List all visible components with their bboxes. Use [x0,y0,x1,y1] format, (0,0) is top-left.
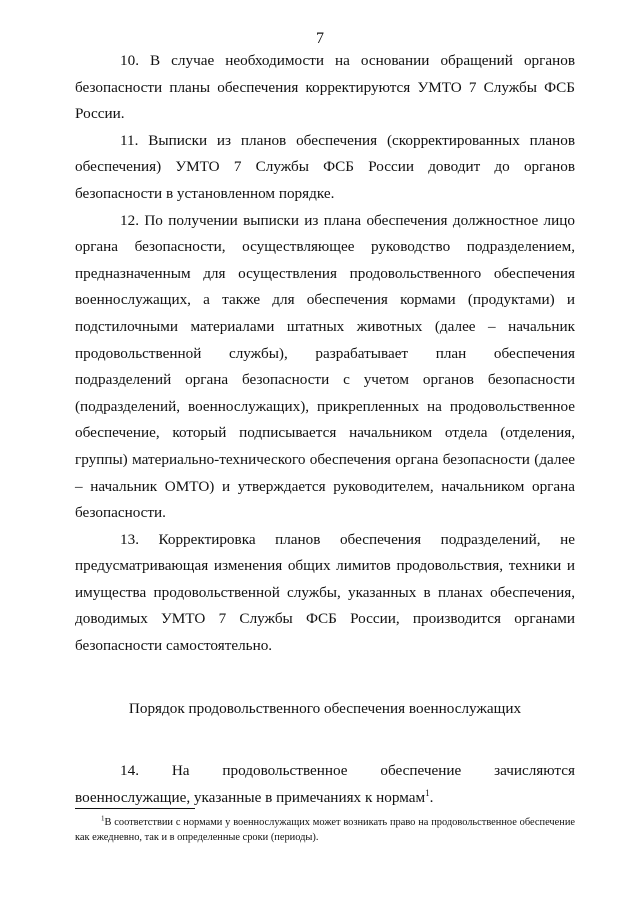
footnote-text: В соответствии с нормами у военнослужащих может возникать право на продовольственное обеспечение как ежедневно, так и в определенные сроки (периоды). [75,817,575,843]
footnote-reference[interactable]: 1 [425,787,430,798]
paragraph-13: 13. Корректировка планов обеспечения подразделений, не предусматривающая изменения общих лимитов продовольствия, техники и имущества продовольственной службы, указанных в планах обеспечения, доводимых УМТО 7 Службы ФСБ России, производится органами безопасности самостоятельно. [75,530,575,655]
paragraph-14-end: . [429,788,434,806]
footnote-marker: 1 [101,814,105,823]
paragraph-14-text: 14. На продовольственное обеспечение зачисляются военнослужащие, указанные в примечаниях к нормам [75,762,575,806]
document-body [75,48,575,811]
paragraph-12: 12. По получении выписки из плана обеспечения должностное лицо органа безопасности, осуществляющее руководство подразделением, предназначенным для осуществления продовольственного обеспечения военнослужащих, а также для обеспечения кормами (продуктами) и подстилочными материалами штатных животных (далее – начальник продовольственной службы), разрабатывает план обеспечения подразделений органа безопасности с учетом органов безопасности (подразделений, военнослужащих), прикрепленных на продовольственное обеспечение, который подписывается начальником отдела (отделения, группы) материально-технического обеспечения органа безопасности (далее – начальник ОМТО) и утверждается руководителем, начальником органа безопасности. [75,211,575,522]
paragraph-14 [75,758,575,811]
footnote-separator [75,808,195,809]
paragraph-10: 10. В случае необходимости на основании обращений органов безопасности планы обеспечения корректируются УМТО 7 Службы ФСБ России. [75,52,575,123]
paragraph-11: 11. Выписки из планов обеспечения (скорректированных планов обеспечения) УМТО 7 Службы ФСБ России доводит до органов безопасности в установленном порядке. [75,131,575,202]
footnote [75,815,575,845]
section-heading: Порядок продовольственного обеспечения военнослужащих [128,699,522,717]
page-number: 7 [316,30,324,47]
